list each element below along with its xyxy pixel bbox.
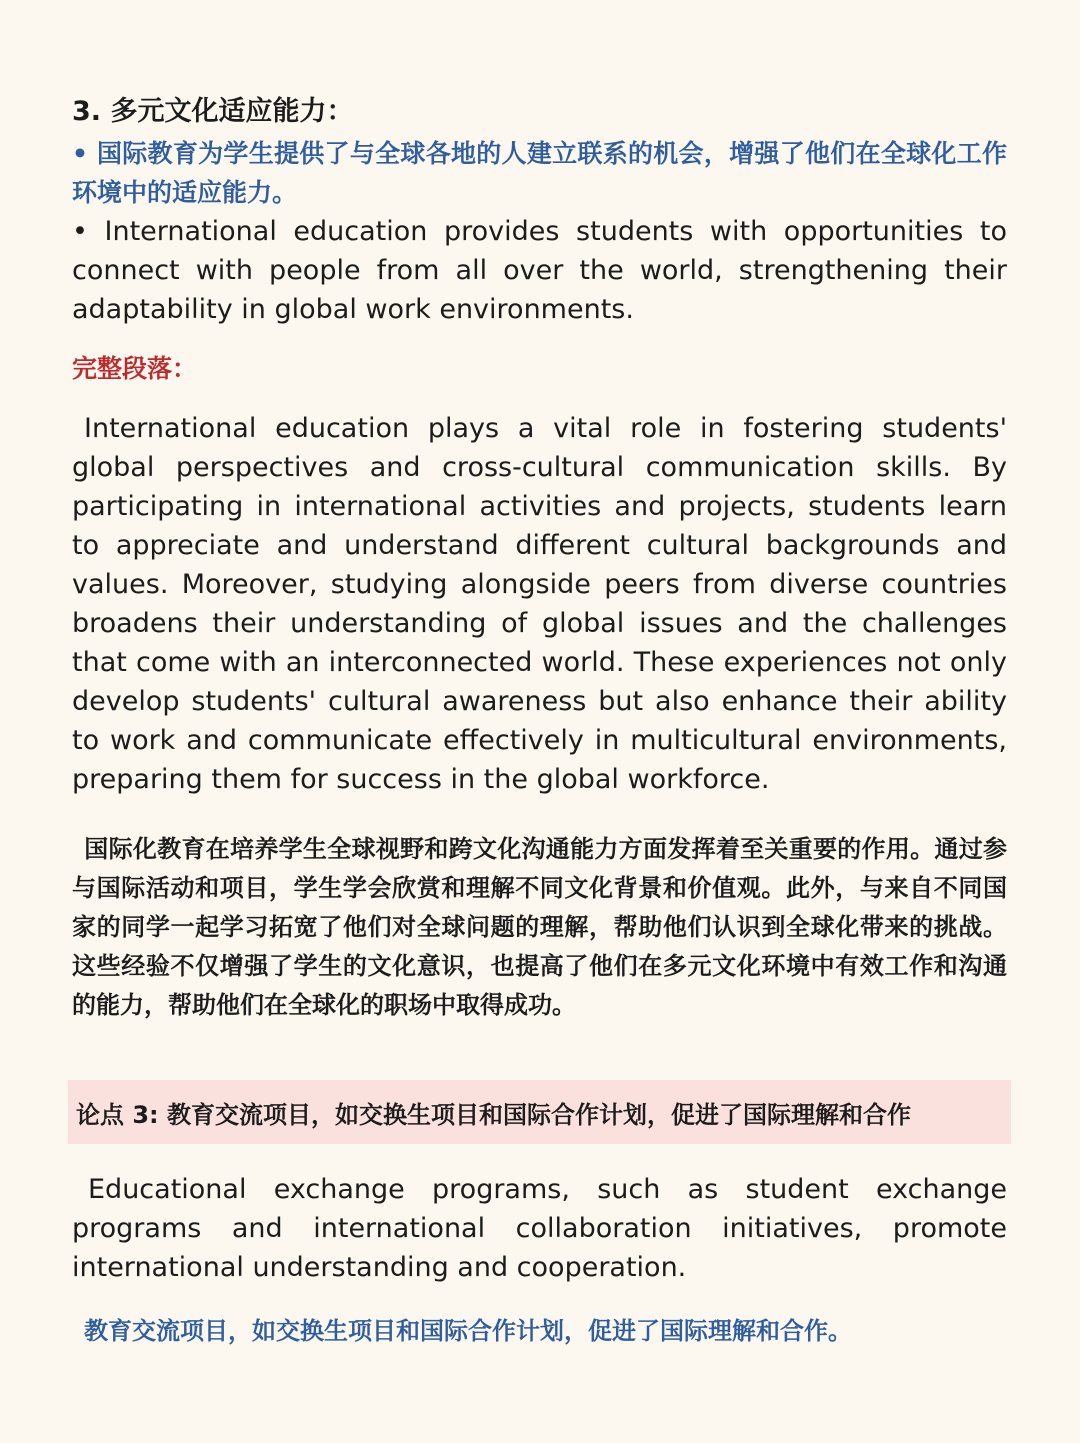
full-paragraph-label: 完整段落：	[72, 354, 198, 383]
argument-chinese	[72, 1312, 1007, 1350]
argument-chinese-text: 教育交流项目，如交换生项目和国际合作计划，促进了国际理解和合作。	[84, 1317, 852, 1345]
bullet-point-chinese: • 国际教育为学生提供了与全球各地的人建立联系的机会，增强了他们在全球化工作环境中的适应能力。	[72, 139, 1007, 207]
argument-english-text: Educational exchange programs, such as student exchange programs and international collaboration initiatives, promote international understanding and cooperation.	[72, 1174, 1007, 1283]
section-heading: 3. 多元文化适应能力：	[72, 96, 354, 127]
full-paragraph-english-text: International education plays a vital role in fostering students' global perspectives and cross-cultural communication skills. By participating in international activities and projects, students learn to appreciate and understand different cultural backgrounds and values. Moreover, studying alongside peers from diverse countries broadens their understanding of global issues and the challenges that come with an interconnected world. These experiences not only develop students' cultural awareness but also enhance their ability to work and communicate effectively in multicultural environments, preparing them for success in the global workforce.	[72, 413, 1007, 795]
full-paragraph-english	[72, 409, 1007, 799]
argument-highlight-box	[68, 1080, 1011, 1144]
full-paragraph-chinese	[72, 830, 1007, 1025]
bullet-point-english: • International education provides students with opportunities to connect with people from all over the world, strengthening their adaptability in global work environments.	[72, 216, 1007, 325]
argument-title: 论点 3: 教育交流项目，如交换生项目和国际合作计划，促进了国际理解和合作	[76, 1100, 912, 1129]
full-paragraph-chinese-text: 国际化教育在培养学生全球视野和跨文化沟通能力方面发挥着至关重要的作用。通过参与国际活动和项目，学生学会欣赏和理解不同文化背景和价值观。此外，与来自不同国家的同学一起学习拓宽了他们对全球问题的理解，帮助他们认识到全球化带来的挑战。这些经验不仅增强了学生的文化意识，也提高了他们在多元文化环境中有效工作和沟通的能力，帮助他们在全球化的职场中取得成功。	[72, 835, 1007, 1019]
argument-english	[72, 1170, 1007, 1287]
